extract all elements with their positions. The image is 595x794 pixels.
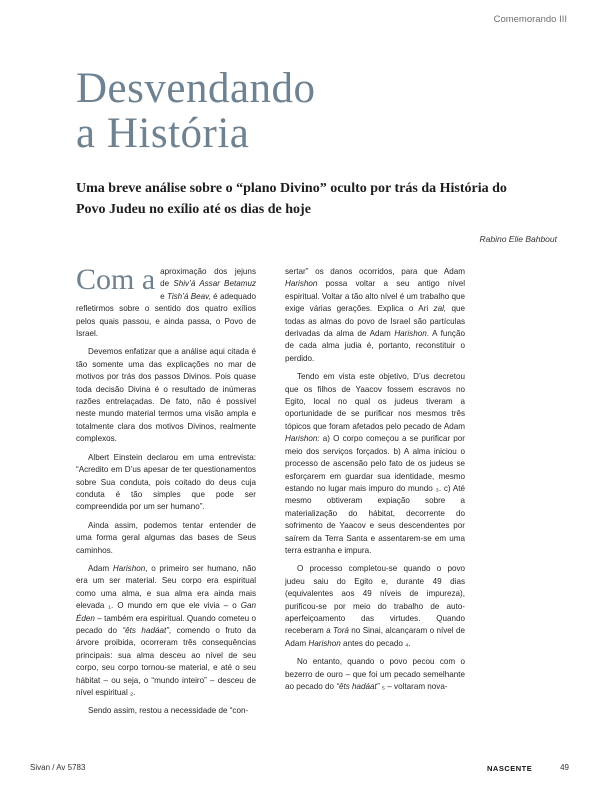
text-emphasis: Gan Éden xyxy=(76,601,256,623)
text-span: sertar” os danos ocorridos, para que Adam xyxy=(285,267,465,276)
text-span: – também era espiritual. Quando cometeu o pecado do xyxy=(76,613,256,635)
paragraph xyxy=(285,371,465,557)
text-span: ₅ – voltaram nova- xyxy=(379,682,448,691)
text-span: a) O corpo começou a se purificar por meio dos serviços forçados. b) A alma iniciou o processo de ascensão pelo fato de os judeus se esforçarem em guardar sua identidade, mesmo estando no lugar mais impuro do mundo ₃. c) Até mesmo obtiveram expiação sobre a materialização do hábitat, decorrente do sofrimento de Yaacov e seus descendentes por saírem da Terra Santa e assentarem-se em uma terra estranha e impura. xyxy=(285,434,465,555)
text-span: Adam xyxy=(88,563,113,573)
text-span: Tendo em vista este objetivo, D’us decretou que os filhos de Yaacov fossem escravos no Egito, local no qual os judeus tiveram a oportunidade de se purificar nos mesmos três tópicos que foram afetados pelo pecado de Adam xyxy=(285,372,465,431)
paragraph xyxy=(76,563,256,699)
text-emphasis: Harishon xyxy=(308,638,341,648)
article-subtitle: Uma breve análise sobre o “plano Divino” oculto por trás da História do Povo Judeu no exílio até os dias de hoje xyxy=(76,181,507,217)
text-emphasis: Torá xyxy=(333,626,349,636)
text-emphasis: Harishon xyxy=(285,279,318,289)
text-emphasis: zal, xyxy=(433,304,447,314)
magazine-logo: NASCENTE xyxy=(487,764,533,773)
page-number: 49 xyxy=(560,763,569,772)
issue-label: Sivan / Av 5783 xyxy=(30,763,86,772)
paragraph xyxy=(285,563,465,650)
text-span: . A função de cada alma judia é, portanto, reconstituir o perdido. xyxy=(285,329,465,363)
text-span: que todas as almas do povo de Israel são partículas derivadas da alma de Adam xyxy=(285,304,465,339)
text-emphasis: Shiv’á Assar Betamuz xyxy=(173,279,256,289)
text-emphasis: “êts hadáat” xyxy=(122,625,169,635)
paragraph xyxy=(285,656,465,693)
text-span: O processo completou-se quando o povo judeu saiu do Egito e, durante 49 dias (equivalentes aos 49 níveis de impureza), purificou-se por meio do trabalho de auto-aperfeiçoamento das virtudes. Quando receberam a xyxy=(285,564,465,636)
paragraph xyxy=(285,266,465,365)
text-emphasis: Harishon xyxy=(394,329,427,339)
paragraph: Devemos enfatizar que a análise aqui citada é tão somente uma das explicações no mar de motivos por trás dos passos Divinos. Pois quase toda decisão Divina é o resultado de inúmeras razões entrelaçadas. De fato, não é possível neste mundo material termos uma visão ampla e totalmente clara dos motivos Divinos, realmente complexos. xyxy=(76,347,256,444)
text-emphasis: Tish’á Beav, xyxy=(166,291,211,301)
text-span: no Sinai, alcançaram o nível de Adam xyxy=(285,626,465,648)
drop-cap: Com a xyxy=(76,263,156,296)
text-span: aproximação dos jejuns de xyxy=(160,267,256,289)
text-span: No entanto, quando o povo pecou com o bezerro de ouro – que foi um pecado semelhante ao pecado do xyxy=(285,657,465,691)
text-emphasis: “êts hadáat” xyxy=(336,682,380,691)
section-tag: Comemorando III xyxy=(493,14,567,25)
paragraph: Ainda assim, podemos tentar entender de uma forma geral algumas das bases de Seus caminhos. xyxy=(76,520,256,555)
title-line-1: Desvendando xyxy=(76,65,316,112)
text-span: é adequado refletirmos sobre o sentido dos quatro exílios pelos quais passou, e ainda passa, o Povo de Israel. xyxy=(76,291,256,339)
text-span: antes do pecado ₄. xyxy=(340,638,411,648)
text-span: e xyxy=(160,291,167,301)
text-emphasis: Harishon: xyxy=(285,434,320,444)
text-emphasis: Harishon xyxy=(112,563,146,573)
text-span: , comendo o fruto da árvore proibida, ocorreram três consequências principais: sua alma desceu ao nível de seu corpo, seu corpo tornou-se material, e até o seu hábitat – ou seja, o “mundo inteiro” – desceu de nível espiritual ₂. xyxy=(76,625,256,697)
text-span: , o primeiro ser humano, não era um ser material. Seu corpo era espiritual como uma alma, e sua alma era ainda mais elevada ₁. O mundo em que ele vivia – o xyxy=(76,563,256,611)
paragraph: Sendo assim, restou a necessidade de “con- xyxy=(88,706,249,716)
paragraph xyxy=(76,263,256,340)
author-byline: Rabino Elie Bahbout xyxy=(479,234,557,244)
title-line-2: a História xyxy=(76,110,250,157)
paragraph: Albert Einstein declarou em uma entrevista: “Acredito em D’us apesar de ter questionamentos sobre Sua conduta, pois coitado do deus cuja conduta é tão simples que pode ser compreendida por um ser humano”. xyxy=(76,452,256,512)
article-title xyxy=(76,66,316,156)
text-column-left xyxy=(76,263,256,724)
text-column-right xyxy=(285,266,465,699)
text-span: possa voltar a seu antigo nível espiritual. Voltar a tão alto nível é um trabalho que exige várias gerações. Explica o Ari xyxy=(285,279,465,314)
